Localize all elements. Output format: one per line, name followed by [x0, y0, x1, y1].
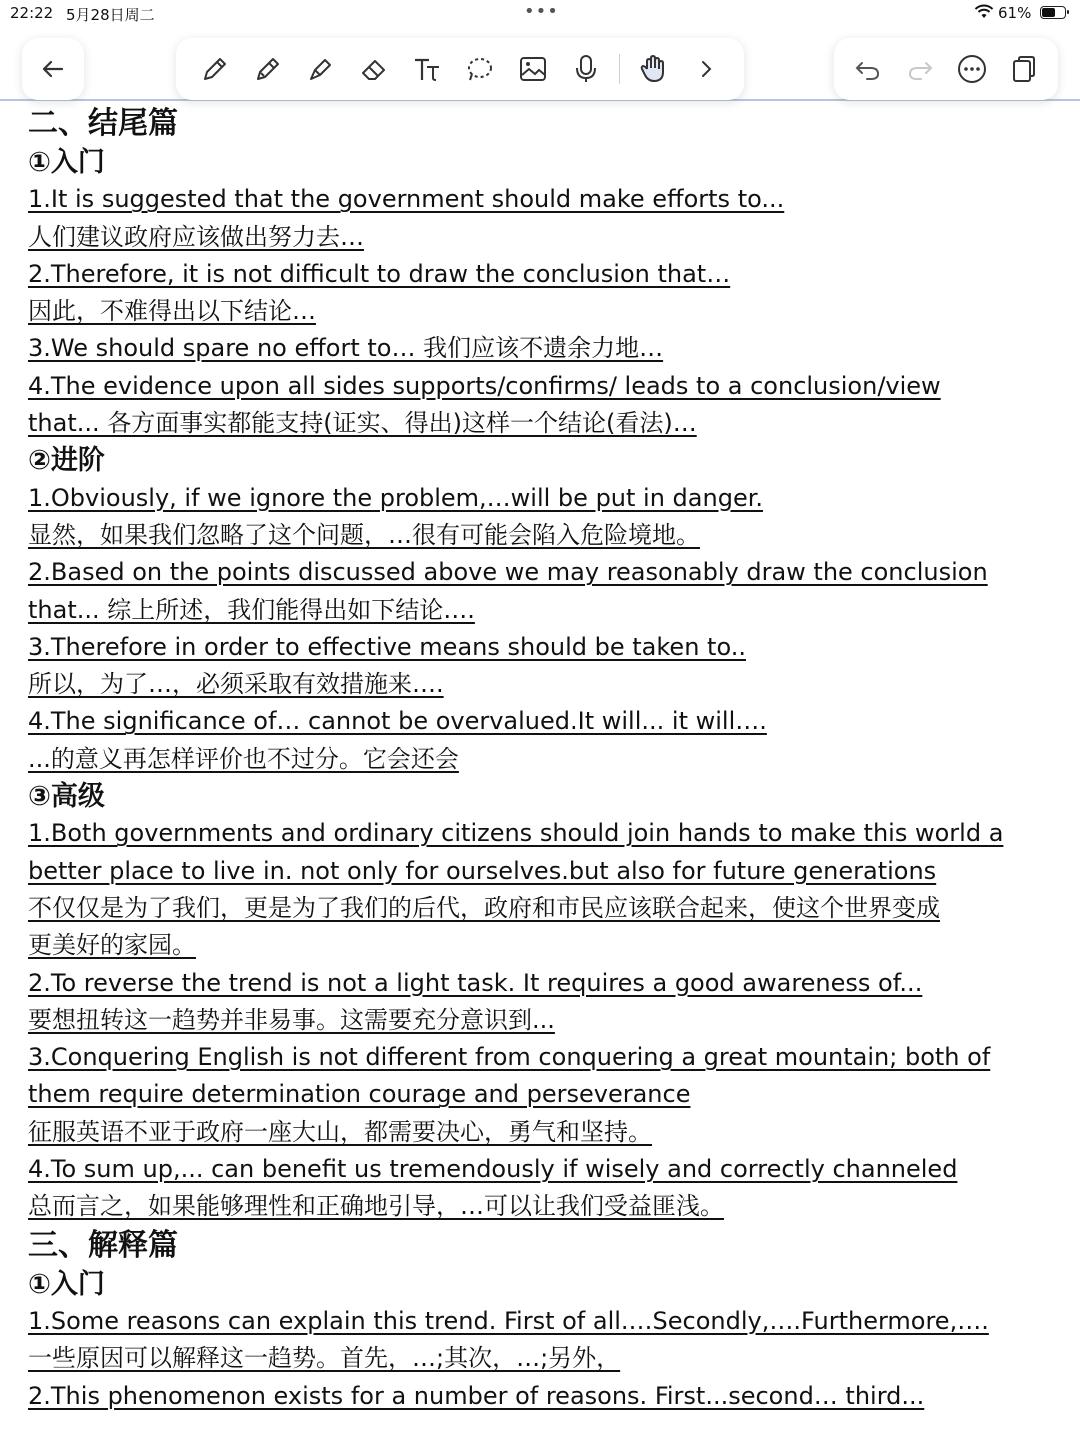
- note-line: [28, 890, 1058, 927]
- note-line-text: 不仅仅是为了我们，更是为了我们的后代，政府和市民应该联合起来，使这个世界变成: [28, 893, 940, 922]
- note-line-text: 人们建议政府应该做出努力去…: [28, 222, 364, 251]
- note-line: [28, 517, 1058, 554]
- note-content[interactable]: [28, 104, 1058, 1415]
- note-line: [28, 293, 1058, 330]
- note-line-text: that... 各方面事实都能支持(证实、得出)这样一个结论(看法)…: [28, 409, 697, 438]
- status-bar: [0, 0, 1080, 28]
- more-options-button[interactable]: [952, 49, 992, 89]
- status-time: 22:22: [10, 4, 54, 22]
- note-line-text: 3.We should spare no effort to… 我们应该不遗余力地…: [28, 334, 664, 363]
- note-line: [28, 927, 1058, 964]
- image-icon: [517, 53, 549, 85]
- note-line-text: 2.This phenomenon exists for a number of reasons. First...second… third...: [28, 1381, 925, 1410]
- note-line: [28, 219, 1058, 256]
- hand-tool-button[interactable]: [633, 49, 673, 89]
- undo-button[interactable]: [848, 49, 888, 89]
- text-icon: [411, 53, 443, 85]
- chevron-right-icon: [690, 53, 722, 85]
- note-line: [28, 629, 1058, 666]
- note-line: [28, 1340, 1058, 1377]
- lasso-icon: [464, 53, 496, 85]
- note-line-text: ①入门: [28, 1268, 105, 1300]
- note-line: [28, 1076, 1058, 1113]
- note-line-text: 一些原因可以解释这一趋势。首先，…;其次，…;另外，: [28, 1344, 621, 1373]
- note-line: [28, 1188, 1058, 1225]
- lasso-tool-button[interactable]: [460, 49, 500, 89]
- section-heading: [28, 778, 1058, 815]
- note-line: [28, 592, 1058, 629]
- image-tool-button[interactable]: [513, 49, 553, 89]
- pencil-icon: [252, 53, 284, 85]
- note-line-text: ①入门: [28, 147, 105, 178]
- note-line: [28, 815, 1058, 852]
- note-line: [28, 1378, 1058, 1415]
- drawing-toolbar: [176, 38, 744, 100]
- note-line-text: 更美好的家园。: [28, 931, 196, 960]
- section-heading: [28, 144, 1058, 181]
- pages-button[interactable]: [1004, 49, 1044, 89]
- note-line: [28, 405, 1058, 442]
- note-line: [28, 1151, 1058, 1188]
- note-line-text: 二、结尾篇: [28, 106, 178, 141]
- eraser-tool-button[interactable]: [354, 49, 394, 89]
- note-line-text: 征服英语不亚于政府一座大山，都需要决心，勇气和坚持。: [28, 1117, 652, 1146]
- status-date: 5月28日周二: [66, 6, 155, 24]
- section-heading: [28, 104, 1058, 144]
- note-line: [28, 368, 1058, 405]
- highlighter-tool-button[interactable]: [301, 49, 341, 89]
- pages-icon: [1008, 53, 1040, 85]
- note-line: [28, 1002, 1058, 1039]
- note-line-text: 1.It is suggested that the government should make efforts to...: [28, 185, 785, 214]
- wifi-icon: [974, 4, 994, 20]
- pen-icon: [199, 53, 231, 85]
- note-line-text: 1.Both governments and ordinary citizens should join hands to make this world a: [28, 819, 1004, 848]
- section-heading: [28, 1266, 1058, 1303]
- note-line: [28, 480, 1058, 517]
- note-line-text: 1.Obviously, if we ignore the problem,…will be put in danger.: [28, 483, 763, 512]
- pen-tool-button[interactable]: [195, 49, 235, 89]
- note-line-text: 显然，如果我们忽略了这个问题，…很有可能会陷入危险境地。: [28, 520, 700, 549]
- toolbar-separator: [619, 54, 620, 84]
- note-line-text: 所以，为了…，必须采取有效措施来….: [28, 670, 444, 699]
- note-line-text: 因此，不难得出以下结论…: [28, 297, 316, 326]
- note-line: [28, 741, 1058, 778]
- note-line-text: 4.The significance of… cannot be overvalued.It will... it will….: [28, 707, 767, 736]
- note-line: [28, 181, 1058, 218]
- microphone-icon: [570, 53, 602, 85]
- battery-percent: 61%: [998, 4, 1032, 22]
- toolbar-more-button[interactable]: [686, 49, 726, 89]
- document-actions: [834, 38, 1058, 100]
- arrow-left-icon: [38, 54, 68, 84]
- pencil-tool-button[interactable]: [248, 49, 288, 89]
- note-line-text: 3.Conquering English is not different from conquering a great mountain; both of: [28, 1043, 991, 1072]
- note-line-text: 总而言之，如果能够理性和正确地引导，…可以让我们受益匪浅。: [28, 1192, 724, 1221]
- undo-icon: [852, 53, 884, 85]
- note-line: [28, 965, 1058, 1002]
- text-tool-button[interactable]: [407, 49, 447, 89]
- note-line: [28, 330, 1058, 367]
- ellipsis-circle-icon: [956, 53, 988, 85]
- note-line: [28, 1303, 1058, 1340]
- note-line-text: 2.Based on the points discussed above we may reasonably draw the conclusion: [28, 558, 988, 587]
- note-line-text: them require determination courage and perseverance: [28, 1080, 691, 1109]
- note-line: [28, 666, 1058, 703]
- note-line-text: 三、解释篇: [28, 1227, 178, 1263]
- note-line-text: 3.Therefore in order to effective means should be taken to..: [28, 632, 746, 661]
- note-line-text: ...的意义再怎样评价也不过分。它会还会: [28, 744, 459, 773]
- note-line-text: 1.Some reasons can explain this trend. First of all.…Secondly,….Furthermore,….: [28, 1306, 989, 1335]
- highlighter-icon: [305, 53, 337, 85]
- redo-icon: [904, 53, 936, 85]
- hand-pointer-icon: [637, 53, 669, 85]
- note-line-text: 4.The evidence upon all sides supports/confirms/ leads to a conclusion/view: [28, 371, 941, 400]
- note-line: [28, 554, 1058, 591]
- note-line: [28, 256, 1058, 293]
- battery-icon: [1040, 6, 1066, 19]
- note-line: [28, 703, 1058, 740]
- section-heading: [28, 442, 1058, 479]
- note-line-text: 2.To reverse the trend is not a light task. It requires a good awareness of...: [28, 968, 923, 997]
- multitasking-dots-icon[interactable]: •••: [524, 1, 559, 22]
- note-line-text: 2.Therefore, it is not difficult to draw the conclusion that…: [28, 259, 731, 288]
- eraser-icon: [358, 53, 390, 85]
- section-heading: [28, 1226, 1058, 1266]
- microphone-tool-button[interactable]: [566, 49, 606, 89]
- note-line-text: 要想扭转这一趋势并非易事。这需要充分意识到...: [28, 1005, 555, 1034]
- note-line-text: better place to live in. not only for ourselves.but also for future generations: [28, 856, 937, 885]
- redo-button[interactable]: [900, 49, 940, 89]
- back-button[interactable]: [22, 38, 84, 100]
- note-line-text: that... 综上所述，我们能得出如下结论….: [28, 595, 475, 624]
- note-line: [28, 1114, 1058, 1151]
- note-line-text: ②进阶: [28, 445, 105, 477]
- note-line-text: 4.To sum up,... can benefit us tremendously if wisely and correctly channeled: [28, 1155, 958, 1184]
- note-line: [28, 853, 1058, 890]
- note-line-text: ③高级: [28, 781, 105, 813]
- note-line: [28, 1039, 1058, 1076]
